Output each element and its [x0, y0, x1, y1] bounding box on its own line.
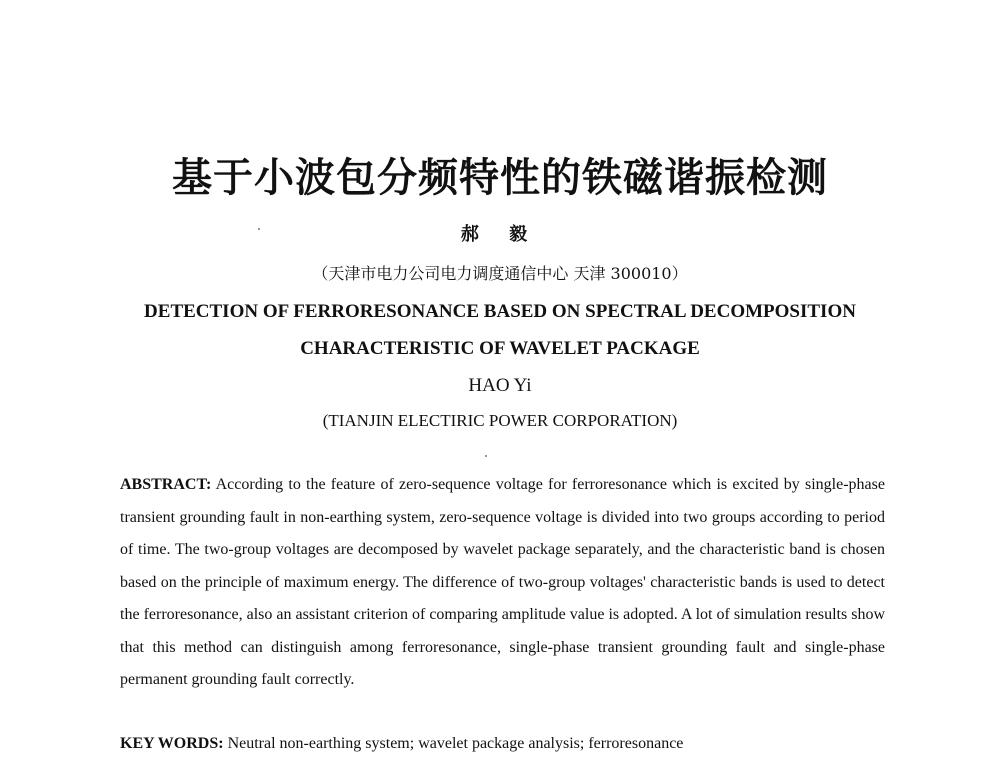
scan-speck — [485, 455, 487, 457]
english-title-line-1: DETECTION OF FERRORESONANCE BASED ON SPECTRAL DECOMPOSITION — [144, 301, 856, 322]
keywords-line — [120, 730, 885, 758]
chinese-affiliation: （天津市电力公司电力调度通信中心 天津 300010） — [312, 264, 688, 283]
english-author: HAO Yi — [468, 375, 532, 396]
english-affiliation: (TIANJIN ELECTIRIC POWER CORPORATION) — [322, 411, 678, 430]
english-title-line-2: CHARACTERISTIC OF WAVELET PACKAGE — [300, 338, 700, 359]
abstract-label: ABSTRACT: — [120, 476, 212, 493]
keywords-text: Neutral non-earthing system; wavelet package analysis; ferroresonance — [227, 735, 684, 752]
abstract-text: According to the feature of zero-sequence voltage for ferroresonance which is excited by single-phase transient grounding fault in non-earthing system, zero-sequence voltage is divided into two groups according to period of time. The two-group voltages are decomposed by wavelet package separately, and the characteristic band is chosen based on the principle of maximum energy. The difference of two-group voltages' characteristic bands is used to detect the ferroresonance, also an assistant criterion of comparing amplitude value is adopted. A lot of simulation results show that this method can distinguish among ferroresonance, single-phase transient grounding fault and single-phase permanent grounding fault correctly. — [120, 476, 885, 688]
chinese-author: 郝 毅 — [460, 224, 540, 245]
keywords-label: KEY WORDS: — [120, 735, 224, 752]
chinese-title: 基于小波包分频特性的铁磁谐振检测 — [172, 154, 828, 201]
abstract-paragraph — [120, 469, 885, 697]
